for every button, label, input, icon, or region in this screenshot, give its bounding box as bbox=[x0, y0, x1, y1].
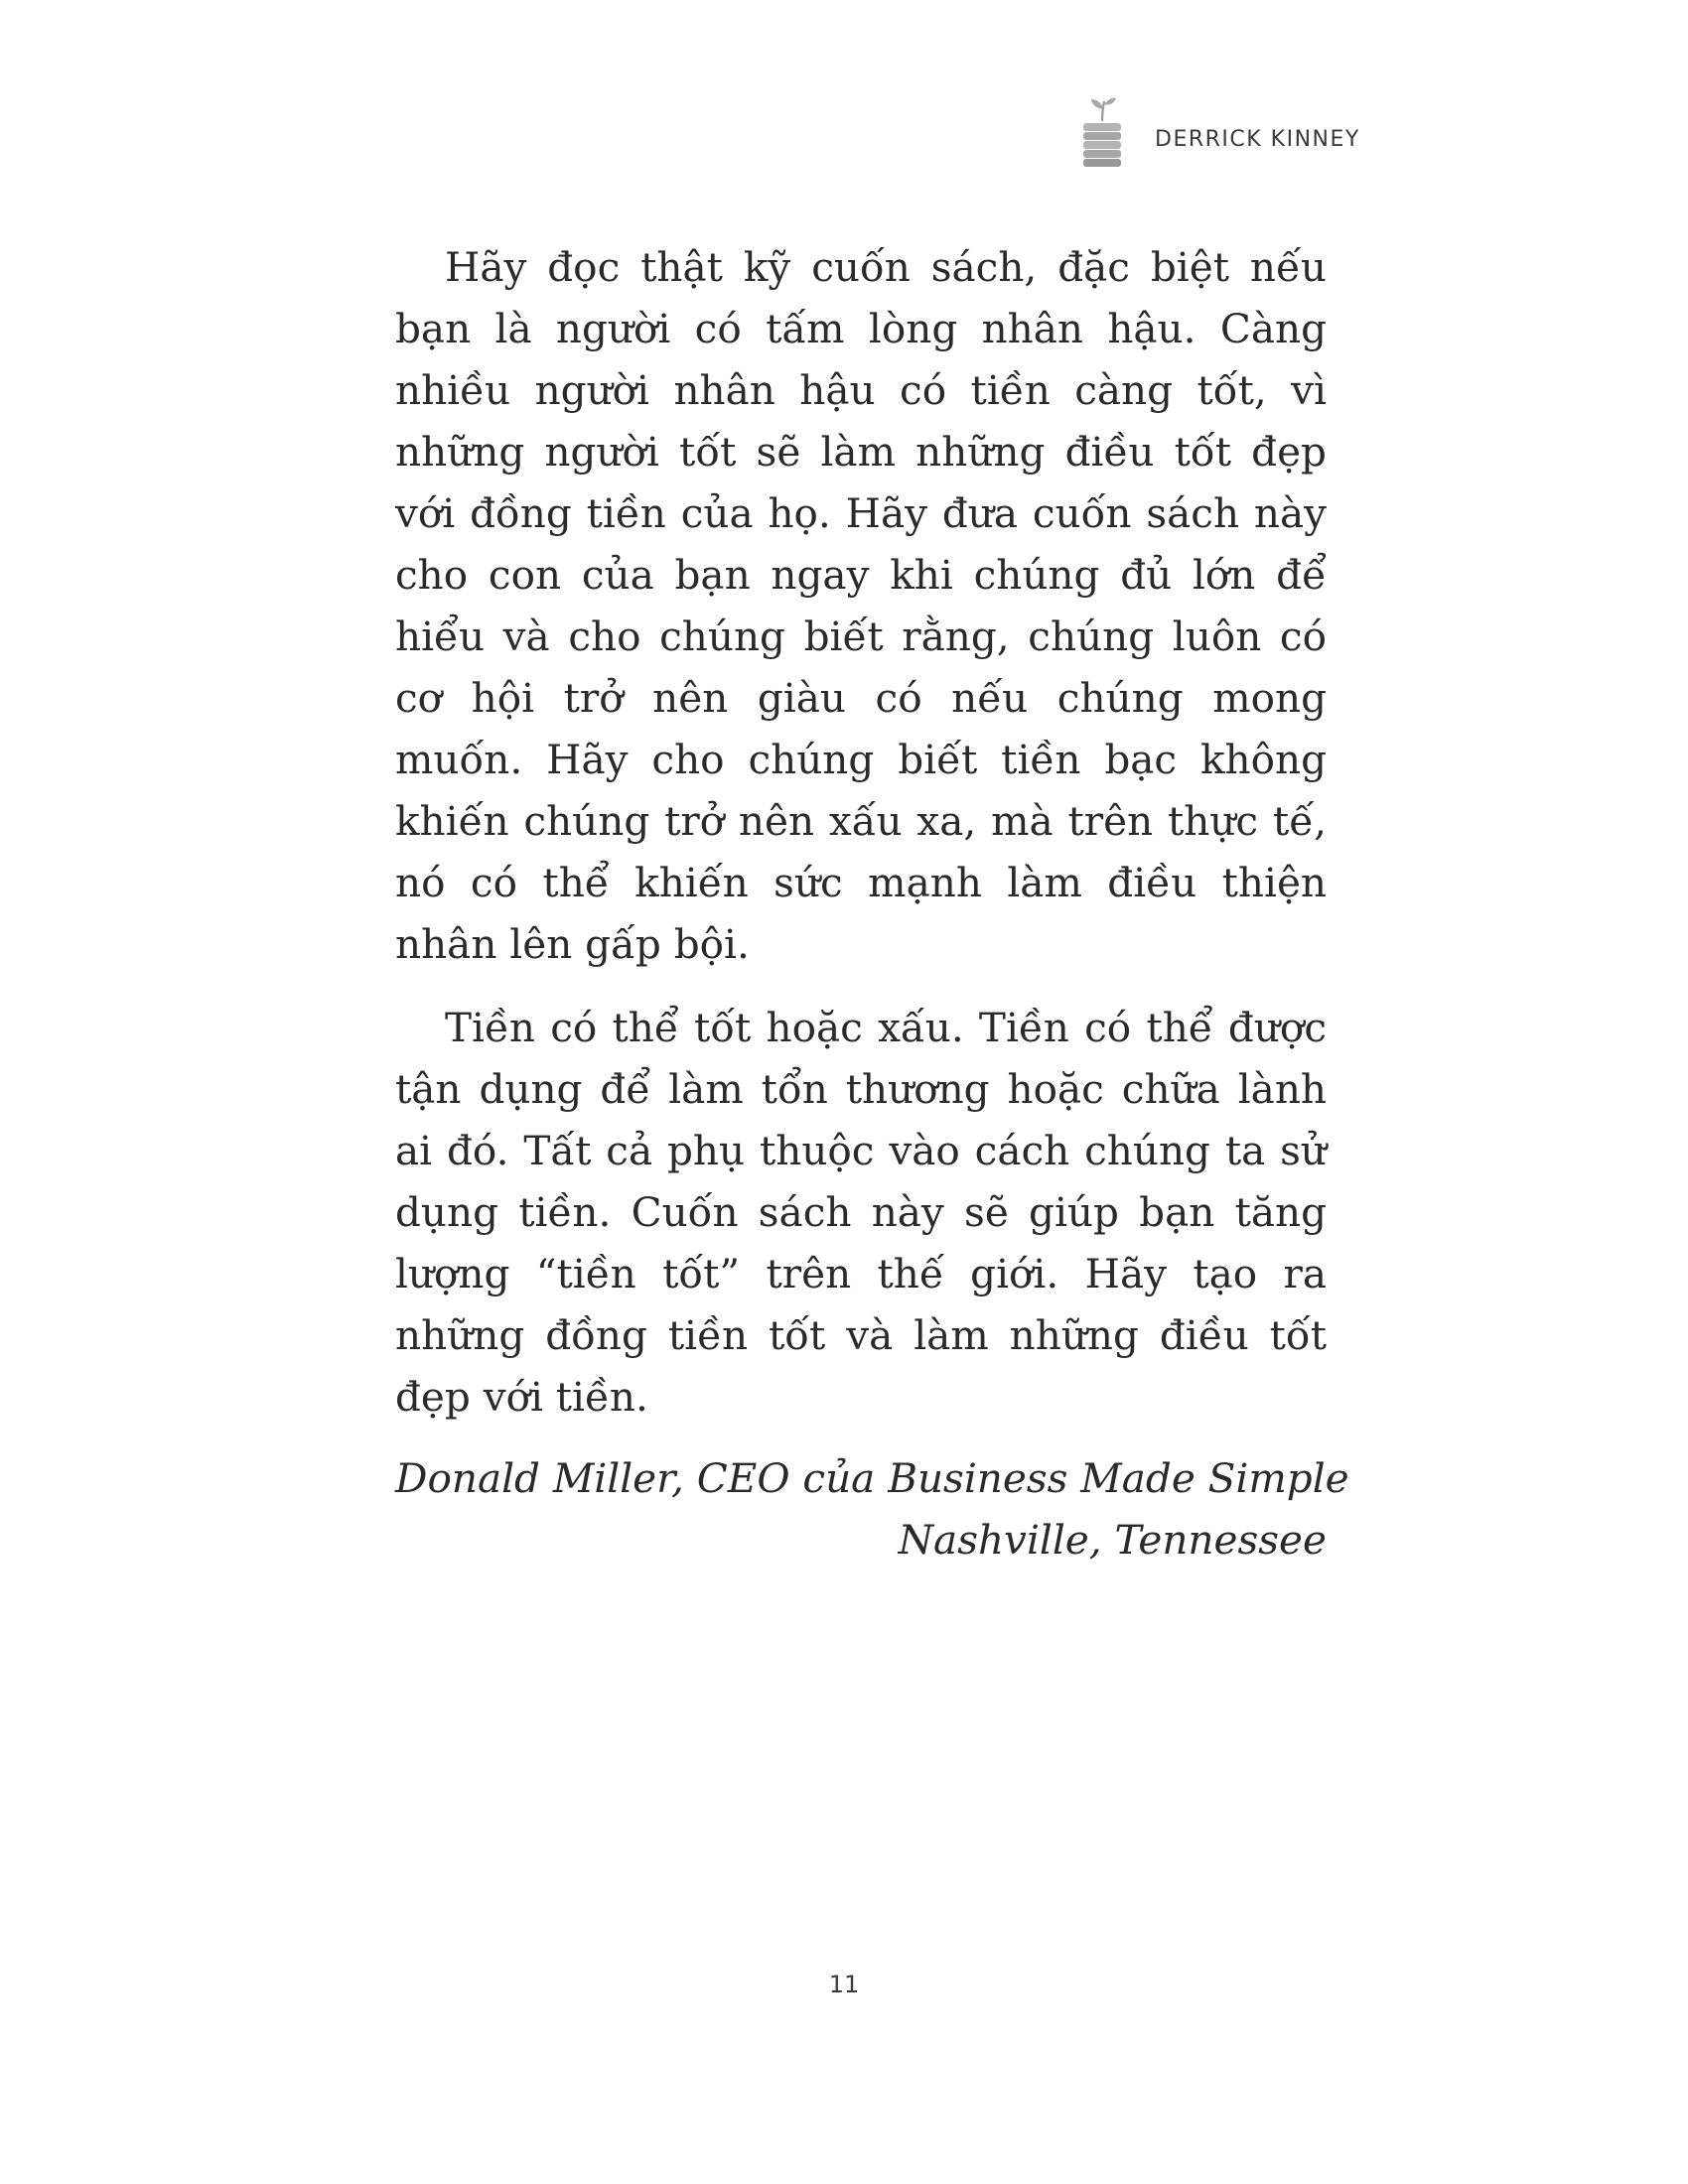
coin-stack-sprout-icon bbox=[1082, 89, 1122, 169]
author-name: DERRICK KINNEY bbox=[1155, 127, 1360, 152]
page-body bbox=[395, 236, 1349, 1570]
paragraph-1: Hãy đọc thật kỹ cuốn sách, đặc biệt nếu bạn là người có tấm lòng nhân hậu. Càng nhiều người nhân hậu có tiền càng tốt, vì những người tốt sẽ làm những điều tốt đẹp với đồng tiền của họ. Hãy đưa cuốn sách này cho con của bạn ngay khi chúng đủ lớn để hiểu và cho chúng biết rằng, chúng luôn có cơ hội trở nên giàu có nếu chúng mong muốn. Hãy cho chúng biết tiền bạc không khiến chúng trở nên xấu xa, mà trên thực tế, nó có thể khiến sức mạnh làm điều thiện nhân lên gấp bội. bbox=[395, 243, 1327, 968]
page-number: 11 bbox=[828, 1971, 860, 1998]
signature bbox=[395, 1447, 1349, 1570]
paragraph-2: Tiền có thể tốt hoặc xấu. Tiền có thể được tận dụng để làm tổn thương hoặc chữa lành ai đó. Tất cả phụ thuộc vào cách chúng ta sử dụng tiền. Cuốn sách này sẽ giúp bạn tăng lượng “tiền tốt” trên thế giới. Hãy tạo ra những đồng tiền tốt và làm những điều tốt đẹp với tiền. bbox=[395, 1004, 1327, 1421]
signature-location: Nashville, Tennessee bbox=[898, 1516, 1327, 1564]
running-header bbox=[1082, 89, 1360, 169]
signature-name: Donald Miller, CEO của Business Made Simple bbox=[395, 1454, 1349, 1502]
